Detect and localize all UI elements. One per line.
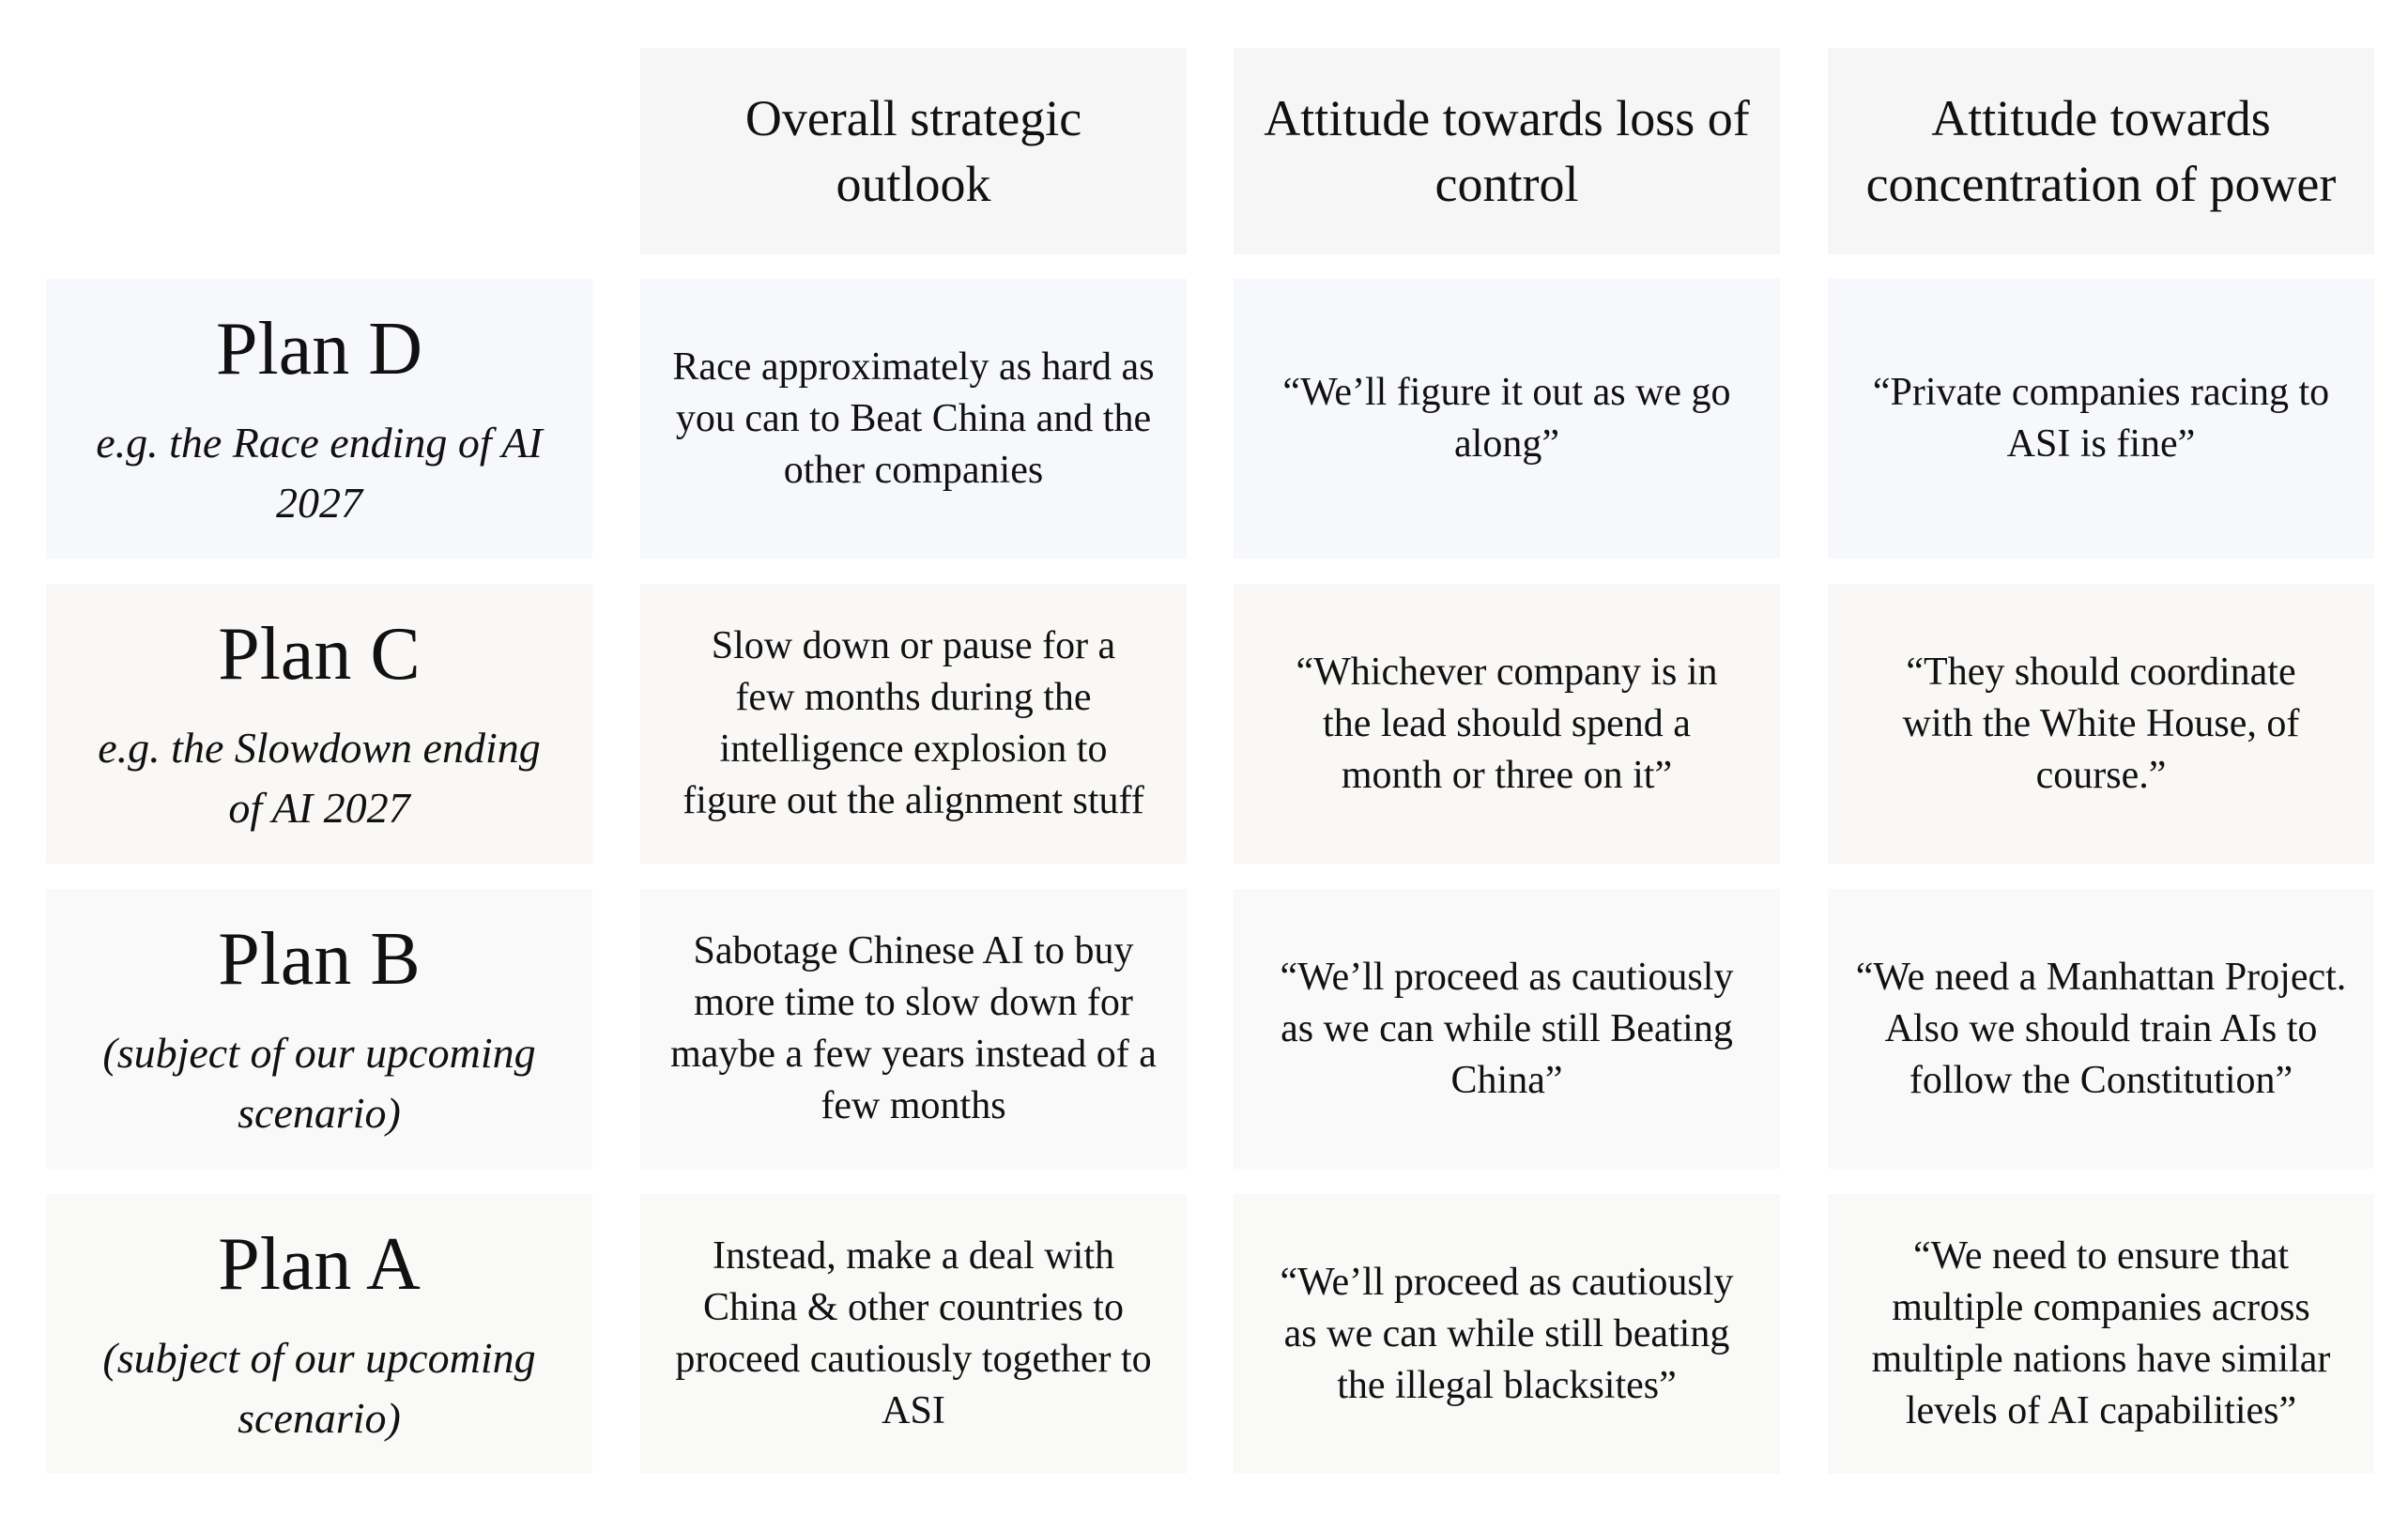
header-label: Attitude towards concentration of power (1865, 90, 2337, 212)
plan-d-loss-of-control-cell (1234, 279, 1780, 559)
header-label: Attitude towards loss of control (1264, 90, 1750, 212)
plan-subtitle: e.g. the Race ending of AI 2027 (96, 419, 543, 527)
cell-text: “We’ll proceed as cautiously as we can while still Beating China” (1280, 955, 1734, 1102)
plan-name: Plan A (218, 1223, 421, 1306)
cell-text: “Whichever company is in the lead should spend a month or three on it” (1296, 650, 1718, 797)
cell-text: “Private companies racing to ASI is fine” (1872, 371, 2330, 466)
plan-c-strategy-cell (640, 584, 1187, 864)
header-strategic-outlook (640, 48, 1187, 254)
plan-c-concentration-cell (1828, 584, 2374, 864)
plan-b-label-cell (46, 889, 592, 1169)
header-label: Overall strategic outlook (744, 90, 1082, 212)
plan-a-concentration-cell (1828, 1194, 2374, 1474)
plan-d-concentration-cell (1828, 279, 2374, 559)
plan-b-loss-of-control-cell (1234, 889, 1780, 1169)
plan-a-loss-of-control-cell (1234, 1194, 1780, 1474)
plan-c-label-cell (46, 584, 592, 864)
plan-name: Plan C (218, 613, 421, 696)
cell-text: Instead, make a deal with China & other countries to proceed cautiously together to ASI (675, 1234, 1152, 1432)
cell-text: “They should coordinate with the White House, of course.” (1902, 650, 2300, 797)
plan-d-label-cell (46, 279, 592, 559)
cell-text: Race approximately as hard as you can to Beat China and the other companies (672, 345, 1155, 492)
plan-d-strategy-cell (640, 279, 1187, 559)
cell-text: “We’ll proceed as cautiously as we can while still beating the illegal blacksites” (1280, 1260, 1734, 1407)
cell-text: Sabotage Chinese AI to buy more time to slow down for maybe a few years instead of a few months (670, 929, 1157, 1127)
cell-text: “We’ll figure it out as we go along” (1282, 371, 1731, 466)
cell-text: “We need to ensure that multiple companies across multiple nations have similar levels of AI capabilities” (1871, 1234, 2331, 1432)
plan-name: Plan B (218, 918, 421, 1001)
header-loss-of-control (1234, 48, 1780, 254)
cell-text: Slow down or pause for a few months during the intelligence explosion to figure out the alignment stuff (683, 624, 1144, 822)
plan-subtitle: (subject of our upcoming scenario) (102, 1029, 536, 1137)
cell-text: “We need a Manhattan Project. Also we should train AIs to follow the Constitution” (1855, 955, 2347, 1102)
plan-b-concentration-cell (1828, 889, 2374, 1169)
plan-c-loss-of-control-cell (1234, 584, 1780, 864)
header-concentration-of-power (1828, 48, 2374, 254)
plan-a-label-cell (46, 1194, 592, 1474)
plan-subtitle: (subject of our upcoming scenario) (102, 1334, 536, 1442)
plan-subtitle: e.g. the Slowdown ending of AI 2027 (98, 724, 541, 832)
plan-b-strategy-cell (640, 889, 1187, 1169)
plan-name: Plan D (216, 308, 422, 390)
plan-a-strategy-cell (640, 1194, 1187, 1474)
